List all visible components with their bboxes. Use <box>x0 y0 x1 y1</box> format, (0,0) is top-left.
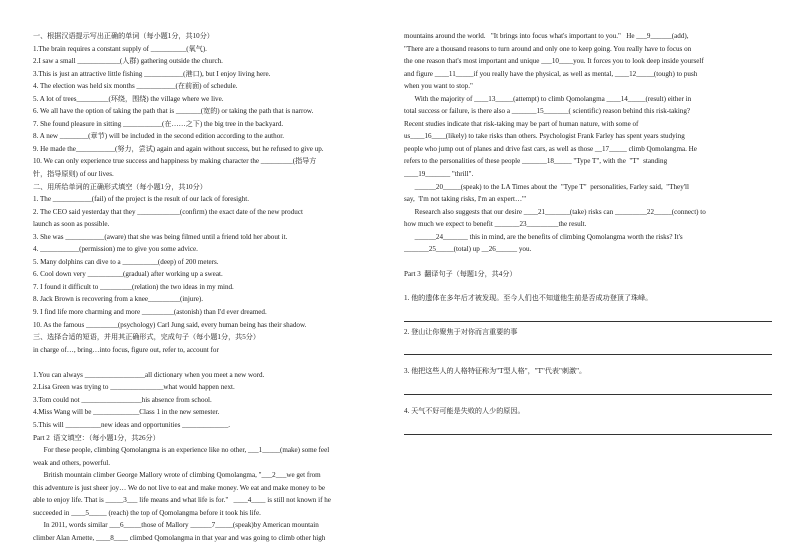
passage-line: climber Alan Arnette, ____8____ climbed Qomolangma in that year and was going to climb other high <box>33 533 326 542</box>
passage-line: when you want to stop." <box>404 82 473 91</box>
right-column <box>404 30 776 439</box>
passage-line: total success or failure, is there also a _______15_______( scientific) reason behind this risk-taking? <box>404 107 691 116</box>
s1-q5: 5. A lot of trees_________(环绕，围绕) the village where we live. <box>33 94 224 103</box>
part3-title: Part 3 翻译句子（每题1分，共4分） <box>404 269 517 278</box>
s2-q4: 4. ___________(permission) me to give you some advice. <box>33 245 198 254</box>
s3-q3: 3.Tom could not _________________his absence from school. <box>33 395 212 404</box>
passage-line: say, 'I'm not taking risks, I'm an expert…'" <box>404 195 527 204</box>
passage-line: British mountain climber George Mallory wrote of climbing Qomolangma, "___2___we get from <box>33 471 321 480</box>
s1-q6: 6. We all have the option of taking the path that is _______(宽的) or taking the path that is narrow. <box>33 107 314 116</box>
s2-q2-cont: launch as soon as possible. <box>33 220 110 229</box>
passage-line: able to enjoy life. That is _____3___ life means and what life is for." ____4____ is still not known if he <box>33 496 331 505</box>
answer-line-3[interactable] <box>404 378 772 395</box>
s1-q4: 4. The election was held six months ___________(在前面) of schedule. <box>33 82 238 91</box>
passage-line: the one reason that's most important and unique ___10____you. It forces you to look deep inside yourself <box>404 57 704 66</box>
section1-title: 一、根据汉语提示写出正确的单词（每小题1分，共10分） <box>33 32 214 40</box>
passage-line: For these people, climbing Qomolangma is an experience like no other, ___1_____(make) some feel <box>33 446 330 455</box>
s1-q7: 7. She found pleasure in sitting ___________(在……之下) the big tree in the backyard. <box>33 119 284 128</box>
answer-line-2[interactable] <box>404 338 772 355</box>
s2-q2: 2. The CEO said yesterday that they ____________(confirm) the exact date of the new product <box>33 207 303 216</box>
s1-q2: 2.I saw a small ____________(人群) gathering outside the church. <box>33 57 223 66</box>
s1-q10: 10. We can only experience true success and happiness by making character the _________(指导方 <box>33 157 317 166</box>
left-column <box>33 30 395 544</box>
s2-q5: 5. Many dolphins can dive to a __________(deep) of 200 meters. <box>33 257 219 266</box>
s1-q1: 1.The brain requires a constant supply of __________(氧气). <box>33 44 207 53</box>
passage-line: "There are a thousand reasons to turn around and only one to keep going. You really have to focus on <box>404 44 692 53</box>
passage-line: this adventure is just sheer joy… We do not live to eat and make money. We eat and make money to be <box>33 483 326 492</box>
passage-line: _______25_____(total) up __26______ you. <box>404 245 532 254</box>
s3-q4: 4.Miss Wang will be _____________Class 1 in the new semester. <box>33 408 220 417</box>
s1-q10-cont: 针，指导原则) of our lives. <box>33 170 114 179</box>
blank-line <box>33 356 395 369</box>
section3-title: 三、选择合适的短语，并用其正确形式，完成句子（每小题1分，共5分） <box>33 333 260 342</box>
passage-line: ______20_____(speak) to the LA Times about the "Type T" personalities, Farley said, "They'll <box>404 182 689 191</box>
passage-line: mountains around the world. "It brings into focus what's important to you." He ___9______(add), <box>404 32 689 40</box>
s2-q8: 8. Jack Brown is recovering from a knee_________(injure). <box>33 295 204 304</box>
s2-q9: 9. I find life more charming and more _________(astonish) than I'd ever dreamed. <box>33 308 267 317</box>
passage-line: weak and others, powerful. <box>33 458 111 467</box>
passage-line: ____19_______ "thrill". <box>404 170 474 179</box>
s2-q3: 3. She was ___________(aware) that she was being filmed until a friend told her about it. <box>33 232 288 241</box>
s2-q7: 7. I found it difficult to _________(relation) the two ideas in my mind. <box>33 282 234 291</box>
phrase-bank: in charge of…, bring…into focus, figure out, refer to, account for <box>33 345 219 354</box>
s1-q3: 3.This is just an attractive little fishing ___________(港口), but I enjoy living here. <box>33 69 271 78</box>
passage-line: us____16____(likely) to take risks than others. Psychologist Frank Farley has spent years studying <box>404 132 685 141</box>
answer-line-1[interactable] <box>404 305 772 322</box>
part2-title: Part 2 语文填空：（每小题1分，共26分） <box>33 433 160 442</box>
passage-line: ______24_______ this in mind, are the benefits of climbing Qomolangma worth the risks? It's <box>404 232 683 241</box>
s3-q2: 2.Lisa Green was trying to _______________what would happen next. <box>33 383 235 392</box>
passage-line: succeeded in ____5_____ (reach) the top of Qomolangma before it took his life. <box>33 508 261 517</box>
translation-item-4: 4. 天气不好可能是失败的人少的原因。 <box>404 407 525 416</box>
s2-q1: 1. The ___________(fail) of the project is the result of our lack of foresight. <box>33 195 249 204</box>
translation-item-2: 2. 登山让你聚焦于对你而言重要的事 <box>404 327 518 336</box>
s1-q8: 8. A new ________(章节) will be included in the second edition according to the author. <box>33 132 284 141</box>
s3-q1: 1.You can always _________________all dictionary when you meet a new word. <box>33 370 265 379</box>
section2-title: 二、用所给单词的正确形式填空（每小题1分，共10分） <box>33 182 207 191</box>
passage-line: people who jump out of planes and drive fast cars, as well as those __17_____ climb Qomolangma. He <box>404 144 697 153</box>
s2-q10: 10. As the famous _________(psychology) Carl Jung said, every human being has their shadow. <box>33 320 307 329</box>
passage-line: Recent studies indicate that risk-taking may be part of human nature, with some of <box>404 119 639 128</box>
passage-line: Research also suggests that our desire ____21_______(take) risks can _________22_____(connect) to <box>404 207 706 216</box>
translation-item-1: 1. 他的遗体在多年后才被发现。至今人们也不知道他生前是否成功登顶了珠峰。 <box>404 294 653 303</box>
passage-line: how much we expect to benefit _______23_________the result. <box>404 220 587 229</box>
s1-q9: 9. He made the___________(努力，尝试) again and again without success, but he refused to give up. <box>33 144 324 153</box>
passage-line: In 2011, words similar ___6_____those of Mallory ______7_____(speak)by American mountain <box>33 521 319 530</box>
passage-line: With the majority of ____13_____(attempt) to climb Qomolangma ____14_____(result) either in <box>404 94 692 103</box>
translation-item-3: 3. 他把这些人的人格特征称为"T型人格"，"T"代表"刺激"。 <box>404 367 587 376</box>
passage-line: and figure ____11_____if you really have the physical, as well as mental, ____12_____(tough) to push <box>404 69 698 78</box>
s3-q5: 5.This will __________new ideas and opportunities _____________. <box>33 420 231 429</box>
answer-line-4[interactable] <box>404 418 772 435</box>
s2-q6: 6. Cool down very __________(gradual) after working up a sweat. <box>33 270 223 279</box>
passage-line: refers to the personalities of these people _______18_____ "Type T", with the "T" standing <box>404 157 668 166</box>
